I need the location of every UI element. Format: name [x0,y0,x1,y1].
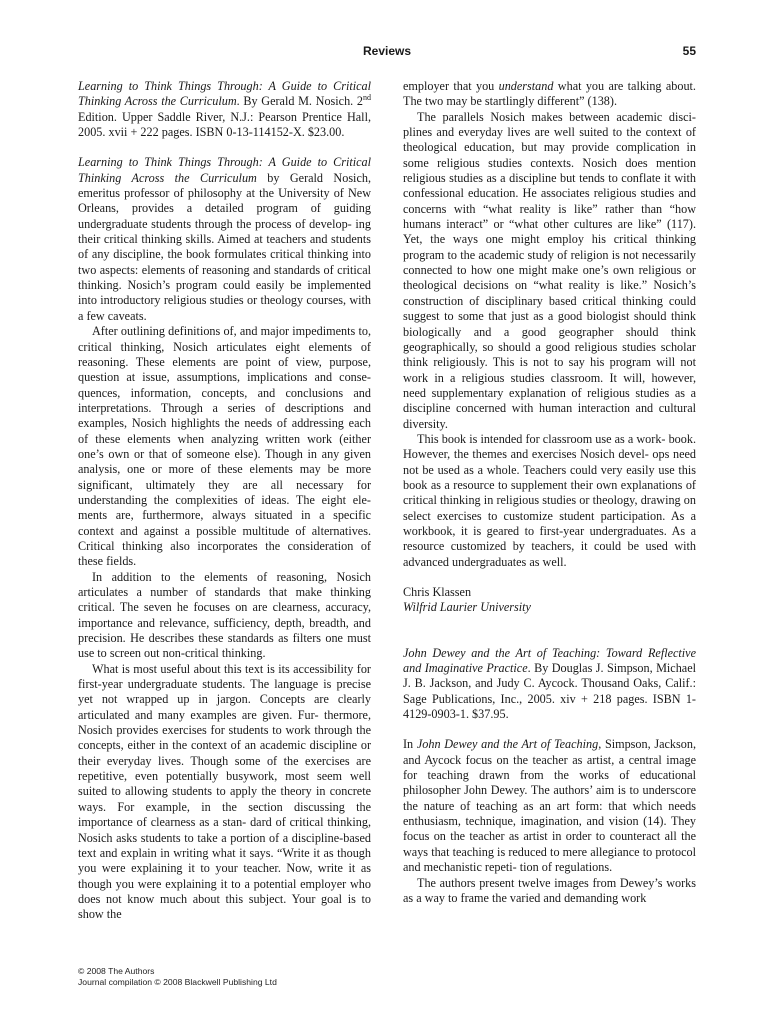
r1-text-a: employer that you [403,79,499,93]
review1-paragraph-4-cont [403,79,696,110]
review2-paragraph-2: The authors present twelve images from Dewey’s works as a way to frame the varied and demanding work [403,875,696,905]
review2-citation [403,646,696,723]
right-column [403,79,696,906]
left-column [78,79,371,923]
review1-paragraph-1-text: by Gerald Nosich, emeritus professor of philosophy at the University of New Orleans, provides a detailed program of guiding undergraduate students through the process of develop- ing their critical thinking skills. Aimed at teachers and students of any discipline, the book formulates critical thinking into two aspects: elements of reasoning and standards of critical thinking. Nosich’s program could easily be implemented into introductory religious studies or theology courses, with a few caveats. [78,170,371,323]
review1-citation-title: Learning to Think Things Through: A Guide to Critical Thinking Across the Curriculum [78,79,371,109]
review1-paragraph-3: In addition to the elements of reasoning, Nosich articulates a number of standards that make thinking critical. The seven he focuses on are clearness, accuracy, importance and relevance, sufficiency, depth, breadth, and precision. He describes these standards as filters one must use to screen out non-critical thinking. [78,569,371,661]
edition-superscript: nd [363,93,371,103]
copyright-line-1: © 2008 The Authors [78,966,155,976]
review1-paragraph-2: After outlining definitions of, and major impediments to, critical thinking, Nosich articulates eight elements of reasoning. These elements are point of view, purpose, question at issue, assumptions, implications and conse- quences, information, concepts, and conclusions and interpretations. Through a series of descriptions and examples, Nosich highlights the needs of addressing each of these elements when analyzing written work (either one’s own or that of someone else). Though in any given analysis, one or more of these elements may be more significant, ultimately they are all necessary for understanding the complexities of ideas. The eight ele- ments are, furthermore, always situated in a specific context and against a possible multitude of alternatives. Critical thinking also incorporates the consideration of these fields. [78,324,371,569]
r1-text-b: what you are talking about. The two may be startlingly different” (138). [403,79,696,109]
r2p1-text-a: In [403,737,417,752]
running-title: Reviews [362,44,412,58]
running-header [78,44,696,64]
r1-emphasis: understand [498,79,554,93]
copyright-line-2: Journal compilation © 2008 Blackwell Publishing Ltd [78,977,277,987]
review1-citation-author: . By Gerald M. Nosich. 2 [236,94,363,109]
page-number: 55 [682,44,696,58]
review1-paragraph-1 [78,155,371,324]
review1-paragraph-6: This book is intended for classroom use as a work- book. However, the themes and exercises Nosich devel- ops need not be used as a whole. Teachers could very easily use this book as a resource to supplement their own explanations of critical thinking in religious studies or theology, drawing on select exercises to customize student participation. As a workbook, it is geared to first-year undergraduates. As a resource customized by teachers, it could be used with advanced undergraduates as well. [403,431,696,569]
review1-paragraph-4: What is most useful about this text is its accessibility for first-year undergraduate students. The language is precise yet not wrapped up in jargon. Concepts are clearly articulated and many examples are given. Fur- thermore, Nosich provides exercises for students to work through the concepts, either in the context of an academic discipline or their everyday lives. Though some of the exercises are repetitive, even potentially busywork, most seem well suited to allowing students to apply the theory in concrete ways. For example, in the section discussing the importance of clearness as a stan- dard of critical thinking, Nosich asks students to take a portion of a discipline-based text and explain in writing what it says. “Write it as though you were explaining it to your teacher. Now, write it as though you were explaining it to a potential employer who does not know much about this subject. Your goal is to show the [78,661,371,922]
r2p1-text-b: , Simpson, Jackson, and Aycock focus on the teacher as artist, a central image for teaching drawn from the works of educational philosopher John Dewey. The authors’ aim is to underscore the nature of teaching as an art form: that which needs enthusiasm, technique, imagination, and vision (14). They focus on the teacher as artist in order to counteract all the ways that teaching is reduced to mere allegiance to protocol and mechanistic repeti- tion of regulations. [403,737,696,875]
review2-citation-details: . By Douglas J. Simpson, Michael J. B. Jackson, and Judy C. Aycock. Thousand Oaks, Calif.: Sage Publications, Inc., 2005. xiv + 218 pages. ISBN 1-4129-0903-1. $37.95. [403,661,697,722]
review2-book-title: John Dewey and the Art of Teaching [416,737,599,752]
review1-citation [78,79,371,140]
review2-citation-title: John Dewey and the Art of Teaching: Toward Reflective and Imaginative Practice [403,645,696,676]
review1-paragraph-5: The parallels Nosich makes between academic disci- plines and everyday lives are well suited to the context of theological education, but may provide complication in some religious studies contexts. Nosich does mention religious studies as a discipline but tends to conflate it with confessional education. He associates religious studies and concerns with “what reality is like” rather than “how humans interact” or “what other cultures are like” (117). Yet, the ways one might employ his critical thinking program to the academic study of religion is not necessarily connected to how one might make one’s own religious or theological decisions on “what reality is like.” Nosich’s construction of disciplinary based critical thinking could suggest to some that just as a good biologist should think biologically and a good geographer should think geographically, so should a good religious studies scholar think religiously. This is not to say his program will not work in a religious studies classroom. It will, however, need supplementary explanation of religious studies as a discipline concerned with human interaction and cultural diversity. [403,109,696,431]
review1-book-title: Learning to Think Things Through: A Guide to Critical Thinking Across the Curriculum [78,155,371,185]
reviewer-affiliation: Wilfrid Laurier University [403,600,531,615]
copyright-footer [78,966,277,988]
review1-citation-details: Edition. Upper Saddle River, N.J.: Pearson Prentice Hall, 2005. xvii + 222 pages. ISBN 0-13-114152-X. $23.00. [78,109,371,140]
review2-paragraph-1 [403,737,696,875]
reviewer-name: Chris Klassen [403,585,472,599]
